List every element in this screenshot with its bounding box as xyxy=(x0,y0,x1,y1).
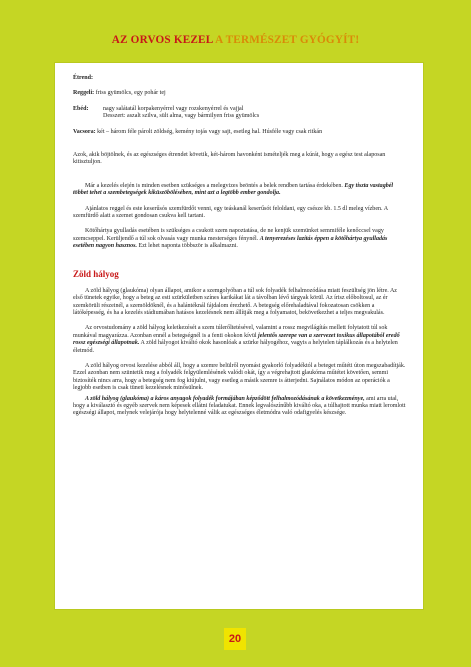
reggeli-text: friss gyümölcs, egy pohár tej xyxy=(94,90,166,97)
paragraph-2-text: Már a kezelés elején is minden esetben szükséges a melegvizes beöntés a belek rendben tartása érdekében. xyxy=(85,182,345,189)
page-header xyxy=(0,34,471,46)
paragraph-2 xyxy=(73,183,407,198)
paragraph-1: Azok, akik böjtölnek, és az egészséges étrendet követik, két-három havonként ismételjék meg a kúrát, hogy a egész test alaposan kitisztuljon. xyxy=(73,152,386,166)
section-paragraph-2 xyxy=(73,325,407,355)
page-content xyxy=(54,62,424,610)
etrend-heading: Étrend: xyxy=(73,75,94,81)
section-paragraph-3: A zöld hályog orvosi kezelése abból áll, hogy a szemre belülről nyomást gyakorló folyadéktól a beteget műtéti úton megszabadítják. Ezzel azonban nem szüntetik meg a folyadék felgyülemlésének valódi okát, így a végrehajtott glaukóma műtétet követően, semmi biztosíték nincs arra, hogy a betegség nem fog kiújulni, vagy esetleg a másik szemre is átterjedni. Sajnálatos módon az operációk a legjobb esetben is csak tüneti kezelésnek minősülnek. xyxy=(73,362,406,392)
vacsora-line xyxy=(73,129,407,136)
section-paragraph-2-emphasis: jelentős szerepe van a szervezet toxikus állapotából eredő rossz egészségi állapotnak. xyxy=(73,332,400,347)
ebed-line2: Desszert: aszalt szilva, sült alma, vagy bármilyen friss gyümölcs xyxy=(103,113,260,120)
section-title: Zöld hályog xyxy=(73,268,119,279)
reggeli-line xyxy=(73,90,407,97)
ebed-label: Ebéd: xyxy=(73,105,89,112)
ebed-row xyxy=(73,106,407,121)
reggeli-label: Reggeli: xyxy=(73,90,95,97)
paragraph-4-end: Ezt lehet naponta többször is alkalmazni. xyxy=(137,243,238,250)
section-paragraph-1: A zöld hályog (glaukóma) olyan állapot, amikor a szemgolyóban a túl sok folyadék felhalmozódása miatt feszültség jön létre. Az első tünetek egyike, hogy a beteg az esti szürkületben színes karikákat lát a távolban lévő tárgyak körül. Az írisz előboltosul, az ér szemkörüli részeinél, a szemöldöknél, és a halántéknál fájdalom érezhető. A betegség előrehaladtával fokozatosan csökken a látóképesség, és ha a kezelés stádiumában hatásos kezelésnek nem állítják meg a folyamatot, bekövetkezhet a teljes megvakulás. xyxy=(73,287,397,316)
paragraph-2-emphasis: Egy tiszta vastagbél többet tehet a szembetegségek kiküszöbölésében, mint azt a legtöbb ember gondolja. xyxy=(73,182,394,197)
header-title-part2: A TERMÉSZET GYÓGYÍT! xyxy=(212,34,360,46)
header-title-part1: AZ ORVOS KEZEL xyxy=(111,34,213,46)
ebed-line1: nagy salátatál korpakenyérrel vagy rozskenyérrel és vajjal xyxy=(103,105,244,112)
section-paragraph-4-text: ami arra utal, hogy a kiválasztó és egyéb szervek nem képesek ellátni feladatukat. Ennek legvalószínűbb kiváltó oka, a túlhajtott munka miatt leromlott egészségi állapot, melynek velejárója hogy helytelenné válik az egészséges életmódra való odafigyelés készsége. xyxy=(73,395,406,417)
vacsora-text: két – három féle párolt zöldség, kemény tojás vagy sajt, esetleg hal. Húsféle vagy csak ritkán xyxy=(95,128,323,135)
section-paragraph-4 xyxy=(73,396,407,418)
vacsora-label: Vacsora: xyxy=(73,128,96,135)
paragraph-4-emphasis: A tenyerezéses lazítás éppen a kötőhártya gyulladás esetében nagyon hasznos. xyxy=(73,235,388,250)
section-paragraph-4-emphasis: A zöld hályog (glaukóma) a káros anyagok folyadék formájában képződött felhalmozódásának a következménye, xyxy=(85,395,365,402)
paragraph-3: Ajánlatos reggel és este keserűsós szemfürdőt venni, egy teáskanál keserűsót feloldani, egy csésze kb. 1.5 dl meleg vízben. A szemfürdő alatt a szemet gondosan csukva kell tartani. xyxy=(73,205,388,220)
section-paragraph-2-text: Az orvostudomány a zöld hályog keletkezését a szem túlerőltetésével, valamint a rossz megvilágítás mellett folytatott túl sok munkával magyarázza. Azonban ennél a betegségnél is a fenti okokon kívül xyxy=(73,325,388,339)
paragraph-4-text: Kötőhártya gyulladás esetében is szükséges a csukott szem napoztatása, de ne kenjük szemünket semmiféle kenőccsel vagy szemcseppel. Kerüljendő a túl sok olvasás vagy munka mesterséges fénynél. xyxy=(73,228,384,242)
paragraph-4 xyxy=(73,228,407,250)
section-paragraph-2-end: A zöld hályogot kiváltó okok hasonlóak a szürke hályogéhoz, vagyis a helytelen táplálkozás és a helytelen életmód. xyxy=(73,340,398,354)
page-number-badge: 20 xyxy=(224,628,246,650)
